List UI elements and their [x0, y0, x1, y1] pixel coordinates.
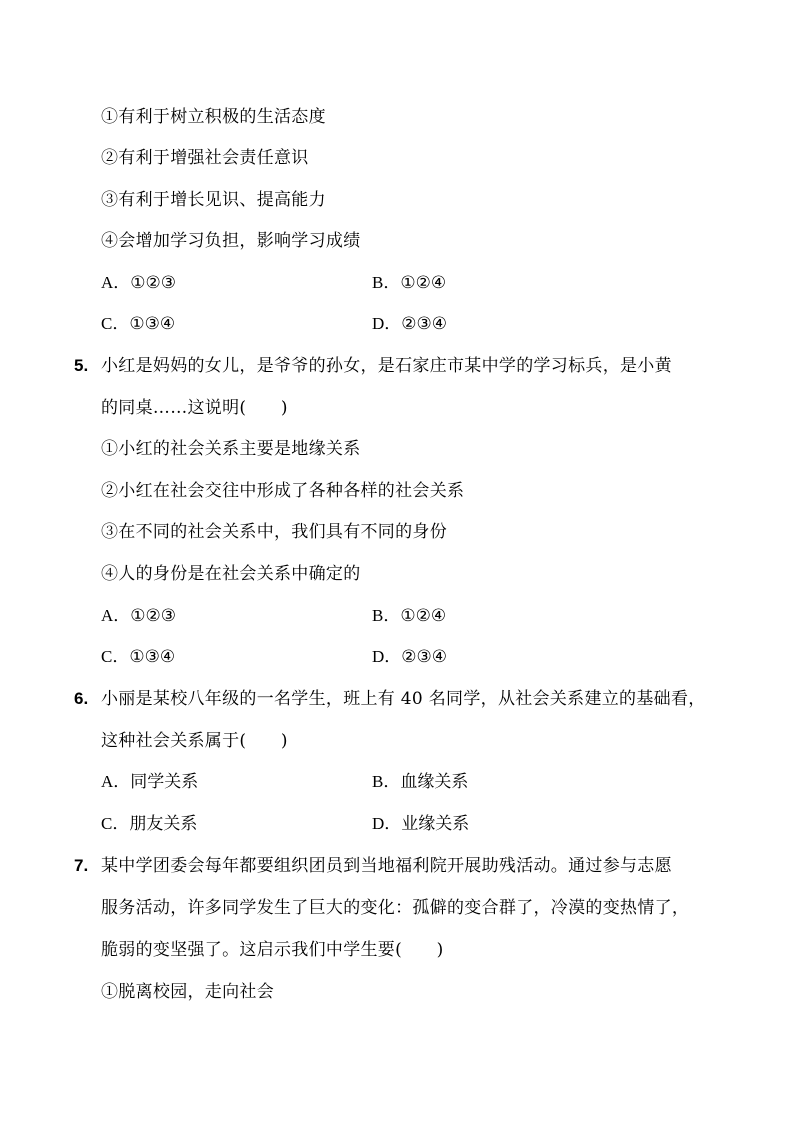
q7-stem-line-3: 脆弱的变坚强了。这启示我们中学生要( ) [101, 940, 444, 960]
q7-number: 7. [74, 856, 89, 875]
q4-option-c-text: ①③④ [129, 314, 176, 334]
q6-number: 6. [74, 689, 89, 708]
q4-item-3: ③有利于增长见识、提高能力 [101, 190, 326, 210]
q5-option-d-text: ②③④ [401, 647, 448, 667]
q6-stem-line-1: 小丽是某校八年级的一名学生，班上有 40 名同学，从社会关系建立的基础看， [101, 689, 706, 709]
q6-option-b-label: B． [372, 772, 401, 791]
q4-option-a-label: A． [101, 273, 131, 292]
q5-option-c-text: ①③④ [129, 647, 176, 667]
q5-item-1: ①小红的社会关系主要是地缘关系 [101, 439, 361, 459]
q4-option-b-label: B． [372, 273, 401, 292]
q5-option-a-text: ①②③ [130, 606, 177, 626]
q5-option-a-label: A． [101, 606, 131, 625]
q6-stem-line-2: 这种社会关系属于( ) [101, 731, 288, 751]
q4-item-1: ①有利于树立积极的生活态度 [101, 107, 326, 127]
q4-item-4: ④会增加学习负担，影响学习成绩 [101, 231, 361, 251]
q4-option-b[interactable] [372, 272, 446, 294]
q7-item-1: ①脱离校园，走向社会 [101, 982, 274, 1002]
q6-option-d-text: 业缘关系 [401, 814, 470, 834]
q4-option-d-text: ②③④ [401, 314, 448, 334]
q4-item-2: ②有利于增强社会责任意识 [101, 148, 309, 168]
q5-item-2: ②小红在社会交往中形成了各种各样的社会关系 [101, 481, 465, 501]
q6-option-c[interactable] [101, 813, 197, 835]
q4-option-a[interactable] [101, 272, 176, 294]
q5-option-d-label: D． [372, 647, 402, 666]
q6-option-b-text: 血缘关系 [400, 772, 469, 792]
q6-option-a-text: 同学关系 [130, 772, 199, 792]
q6-option-d-label: D． [372, 814, 402, 833]
q5-option-d[interactable] [372, 646, 447, 668]
q6-option-a-label: A． [101, 772, 131, 791]
q4-option-b-text: ①②④ [400, 273, 447, 293]
q5-stem-line-2: 的同桌……这说明( ) [101, 398, 288, 418]
q4-option-c-label: C． [101, 314, 130, 333]
q5-option-a[interactable] [101, 605, 176, 627]
q7-stem-line-1: 某中学团委会每年都要组织团员到当地福利院开展助残活动。通过参与志愿 [101, 856, 672, 876]
q6-option-d[interactable] [372, 813, 469, 835]
q6-option-c-text: 朋友关系 [129, 814, 198, 834]
q4-option-d-label: D． [372, 314, 402, 333]
q6-option-c-label: C． [101, 814, 130, 833]
q5-stem-line-1: 小红是妈妈的女儿，是爷爷的孙女，是石家庄市某中学的学习标兵，是小黄 [101, 356, 672, 376]
q7-stem-line-2: 服务活动，许多同学发生了巨大的变化：孤僻的变合群了，冷漠的变热情了， [101, 898, 690, 918]
q4-option-a-text: ①②③ [130, 273, 177, 293]
q5-item-3: ③在不同的社会关系中，我们具有不同的身份 [101, 522, 447, 542]
q5-number: 5. [74, 356, 89, 375]
q5-item-4: ④人的身份是在社会关系中确定的 [101, 564, 361, 584]
q4-option-c[interactable] [101, 313, 175, 335]
q6-option-b[interactable] [372, 771, 468, 793]
q5-option-c-label: C． [101, 647, 130, 666]
q5-option-c[interactable] [101, 646, 175, 668]
q5-option-b[interactable] [372, 605, 446, 627]
q4-option-d[interactable] [372, 313, 447, 335]
q5-option-b-text: ①②④ [400, 606, 447, 626]
q6-option-a[interactable] [101, 771, 198, 793]
q5-option-b-label: B． [372, 606, 401, 625]
